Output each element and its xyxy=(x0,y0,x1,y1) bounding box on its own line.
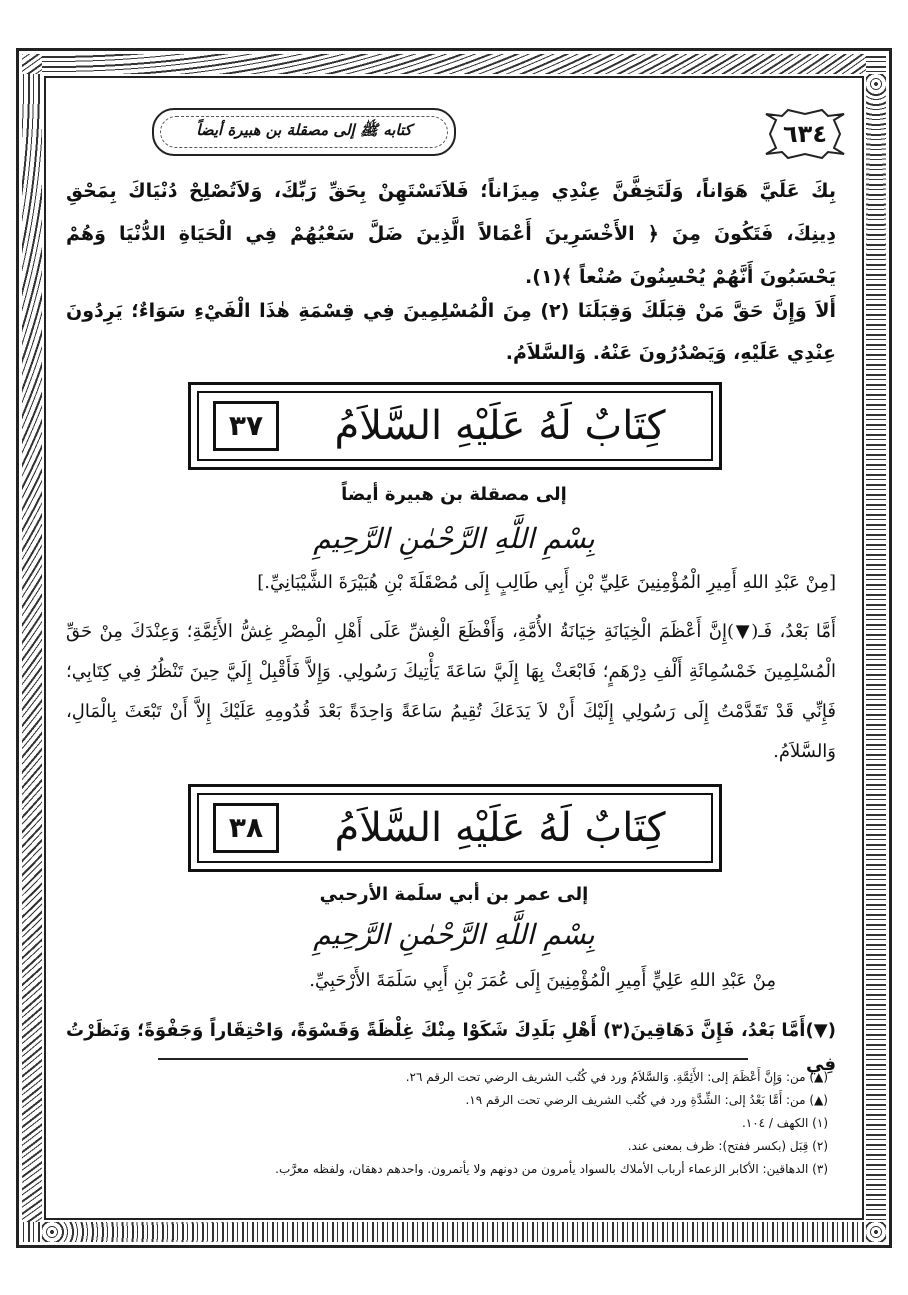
letter-37-recipient: إلى مصقلة بن هبيرة أيضاً xyxy=(341,484,567,505)
letter-38-recipient: إلى عمر بن أبي سلَمة الأرحبي xyxy=(319,884,589,905)
letter-38-title-box xyxy=(188,784,722,872)
letter-38-sender: مِنْ عَبْدِ اللهِ عَلِيٍّ أَمِيرِ الْمُؤْمِنِينَ إِلَى عُمَرَ بْنِ أَبِي سَلَمَةَ الأَرْحَبِيِّ. xyxy=(309,970,776,991)
letter-38-body: (▼)أَمَّا بَعْدُ، فَإِنَّ دَهَاقِينَ(٣) أَهْلِ بَلَدِكَ شَكَوْا مِنْكَ غِلْظَةً وَقَسْوَةً، وَاحْتِقَاراً وَجَفْوَةً؛ وَنَظَرْتُ فِي xyxy=(66,1020,836,1075)
letter-number: ٣٧ xyxy=(213,401,279,451)
second-paragraph: أَلاَ وَإِنَّ حَقَّ مَنْ قِبَلَكَ وَقِبَلَنَا (٢) مِنَ الْمُسْلِمِينَ فِي قِسْمَةِ هٰذَا الْفَيْءِ سَوَاءٌ؛ يَرِدُونَ عِنْدِي عَلَيْهِ، وَيَصْدُرُونَ عَنْهُ. وَالسَّلاَمُ. xyxy=(66,300,836,364)
letter-37-sender: [مِنْ عَبْدِ اللهِ أَمِيرِ الْمُؤْمِنِينَ عَلِيِّ بْنِ أَبِي طَالِبٍ إِلَى مُصْقَلَةَ بْنِ هُبَيْرَةَ الشَّيْبَانِيِّ.] xyxy=(257,572,836,593)
page-number: ٦٣٤ xyxy=(783,120,827,148)
footnote: (٢) قِبَل (بكسر ففتح): ظرف بمعنى عند. xyxy=(627,1139,828,1153)
footnote: (٣) الدهاقين: الأكابر الزعماء أرباب الأملاك بالسواد يأمرون من دونهم ولا يأتمرون. واحدهم دهقان، ولفظه معرَّب. xyxy=(275,1162,828,1176)
running-header-text: كتابه ﷺ إلى مصقلة بن هبيرة أيضاً xyxy=(196,121,412,139)
footnote: (▲) من: أَمَّا بَعْدُ إلى: الشِّدَّةِ ورد في كُتُب الشريف الرضي تحت الرقم ١٩. xyxy=(465,1093,828,1107)
letter-number: ٣٨ xyxy=(213,803,279,853)
letter-37-body: أَمَّا بَعْدُ، فَـ(▼)إِنَّ أَعْظَمَ الْخِيَانَةِ خِيَانَةُ الأُمَّةِ، وَأَفْظَعَ الْغِشِّ عَلَى أَهْلِ الْمِصْرِ غِشُّ الأَئِمَّةِ؛ وَعِنْدَكَ مِنْ حَقِّ الْمُسْلِمِينَ خَمْسُمِائَةِ أَلْفِ دِرْهَمٍ؛ فَابْعَثْ بِهَا إِلَيَّ سَاعَةَ يَأْتِيكَ رَسُولِي. وَإِلاَّ فَأَقْبِلْ إِلَيَّ حِينَ تَنْظُرُ فِي كِتَابِي؛ فَإِنِّي قَدْ تَقَدَّمْتُ إِلَى رَسُولِي إِلَيْكَ أَنْ لاَ يَدَعَكَ تُقِيمُ سَاعَةً وَاحِدَةً بَعْدَ قُدُومِهِ عَلَيْكَ إِلاَّ أَنْ تَبْعَثَ بِالْمَالِ، وَالسَّلاَمُ. xyxy=(66,621,836,762)
footnote-divider xyxy=(158,1058,748,1060)
footnote: (١) الكهف / ١٠٤. xyxy=(741,1116,828,1130)
footnote: (▲) من: وَإِنَّ أَعْظَمَ إلى: الأَئِمَّةِ. وَالسَّلاَمُ ورد في كُتُب الشريف الرضي تحت الرقم ٢٦. xyxy=(405,1070,828,1084)
letter-38-basmala: بِسْمِ اللَّهِ الرَّحْمٰنِ الرَّحِيمِ xyxy=(313,918,595,951)
letter-title: كِتَابٌ لَهُ عَلَيْهِ السَّلاَمُ xyxy=(334,403,666,449)
letter-title: كِتَابٌ لَهُ عَلَيْهِ السَّلاَمُ xyxy=(334,805,666,851)
letter-37-basmala: بِسْمِ اللَّهِ الرَّحْمٰنِ الرَّحِيمِ xyxy=(313,522,595,555)
running-header xyxy=(152,108,456,156)
intro-paragraph: بِكَ عَلَيَّ هَوَاناً، وَلَتَخِفَّنَّ عِنْدِي مِيزَاناً؛ فَلاَتَسْتَهِنْ بِحَقِّ رَبِّكَ، وَلاَتُصْلِحْ دُنْيَاكَ بِمَحْقِ دِينِكَ، فَتَكُونَ مِنَ ﴿ الأَخْسَرِينَ أَعْمَالاً الَّذِينَ ضَلَّ سَعْيُهُمْ فِي الْحَيَاةِ الدُّنْيَا وَهُمْ يَحْسَبُونَ أَنَّهُمْ يُحْسِنُونَ صُنْعاً ﴾(١). xyxy=(66,180,836,288)
letter-37-title-box xyxy=(188,382,722,470)
footnotes xyxy=(88,1066,828,1181)
page-number-badge xyxy=(760,108,850,160)
